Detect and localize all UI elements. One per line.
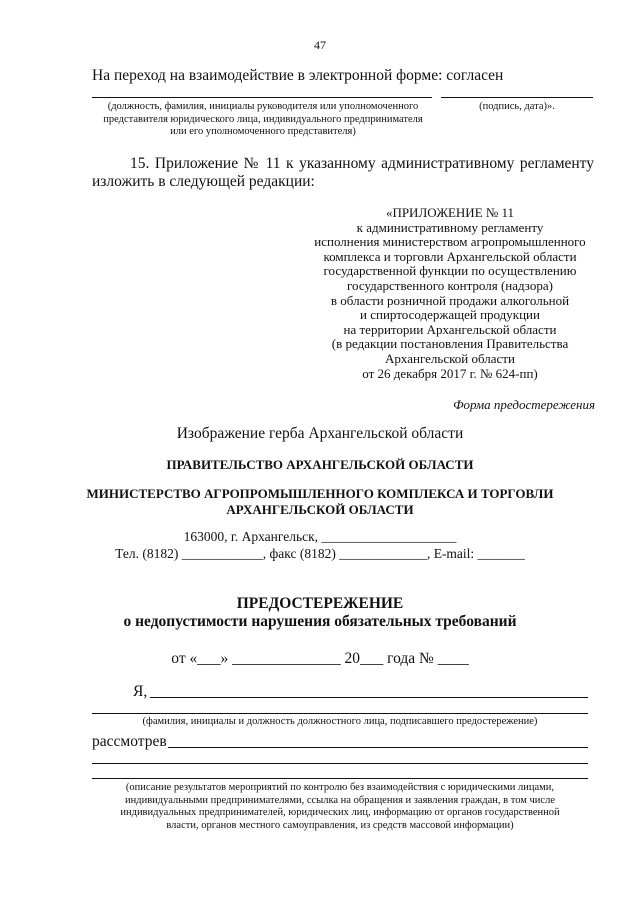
coat-of-arms-placeholder: Изображение герба Архангельской области bbox=[176, 425, 464, 442]
signature-caption-right: (подпись, дата)». bbox=[479, 101, 555, 112]
appendix-line: к административному регламенту bbox=[356, 219, 544, 235]
appendix-line: в области розничной продажи алкогольной bbox=[330, 292, 570, 308]
appendix-header-block bbox=[302, 206, 598, 381]
signature-caption-left bbox=[88, 101, 438, 139]
warning-title: ПРЕДОСТЕРЕЖЕНИЕ bbox=[236, 595, 404, 612]
address-line: 163000, г. Архангельск, ____________________ bbox=[183, 529, 457, 544]
official-name-line bbox=[150, 697, 588, 698]
caption-line: индивидуальных предпринимателей, юридических лиц, информацию от органов государственной bbox=[120, 807, 560, 818]
appendix-line: исполнения министерством агропромышленного bbox=[314, 234, 586, 250]
ministry-line: АРХАНГЕЛЬСКОЙ ОБЛАСТИ bbox=[226, 502, 414, 517]
description-caption bbox=[88, 782, 592, 832]
caption-line: власти, органов местного самоуправления, из средств массовой информации) bbox=[166, 819, 514, 831]
reviewed-label: рассмотрев bbox=[92, 733, 167, 750]
description-line-3 bbox=[92, 778, 588, 779]
contacts-line: Тел. (8182) ____________, факс (8182) _____________, E-mail: _______ bbox=[115, 546, 525, 561]
caption-line: (описание результатов мероприятий по контролю без взаимодействия с юридическими лицами, bbox=[125, 782, 555, 793]
appendix-line: и спиртосодержащей продукции bbox=[360, 307, 540, 323]
appendix-line: Архангельской области bbox=[385, 350, 515, 366]
signature-line-left bbox=[92, 97, 432, 98]
appendix-line: (в редакции постановления Правительства bbox=[331, 336, 569, 352]
official-caption: (фамилия, инициалы и должность должностного лица, подписавшего предостережение) bbox=[142, 716, 538, 727]
caption-line: представителя юридического лица, индивидуального предпринимателя bbox=[103, 113, 423, 125]
item-15-line-2: изложить в следующей редакции: bbox=[92, 173, 315, 190]
appendix-line: комплекса и торговли Архангельской области bbox=[323, 248, 577, 264]
ministry-line: МИНИСТЕРСТВО АГРОПРОМЫШЛЕННОГО КОМПЛЕКСА И ТОРГОВЛИ bbox=[86, 486, 554, 501]
appendix-line: государственного контроля (надзора) bbox=[347, 277, 553, 293]
date-number-line: от «___» ______________ 20___ года № ____ bbox=[171, 650, 469, 667]
warning-subtitle: о недопустимости нарушения обязательных требований bbox=[123, 613, 517, 630]
appendix-line: на территории Архангельской области bbox=[343, 321, 557, 337]
page-number: 47 bbox=[314, 38, 326, 52]
official-position-line bbox=[92, 713, 588, 714]
government-name: ПРАВИТЕЛЬСТВО АРХАНГЕЛЬСКОЙ ОБЛАСТИ bbox=[166, 457, 474, 472]
form-title: Форма предостережения bbox=[453, 397, 595, 412]
appendix-line: от 26 декабря 2017 г. № 624-пп) bbox=[362, 365, 538, 381]
caption-line: (должность, фамилия, инициалы руководителя или уполномоченного bbox=[107, 101, 419, 112]
caption-line: индивидуальными предпринимателями, ссылка на обращения и заявления граждан, в том числе bbox=[125, 794, 555, 806]
signature-line-right bbox=[441, 97, 593, 98]
appendix-line: «ПРИЛОЖЕНИЕ № 11 bbox=[385, 205, 515, 220]
caption-line: или его уполномоченного представителя) bbox=[170, 126, 356, 137]
ministry-name bbox=[40, 486, 600, 518]
description-line-2 bbox=[92, 763, 588, 764]
description-line-1 bbox=[168, 747, 588, 748]
appendix-line: государственной функции по осуществлению bbox=[323, 263, 577, 279]
i-label: Я, bbox=[133, 683, 148, 700]
item-15-line-1: 15. Приложение № 11 к указанному административному регламенту bbox=[130, 155, 594, 172]
consent-statement: На переход на взаимодействие в электронной форме: согласен bbox=[92, 67, 504, 84]
